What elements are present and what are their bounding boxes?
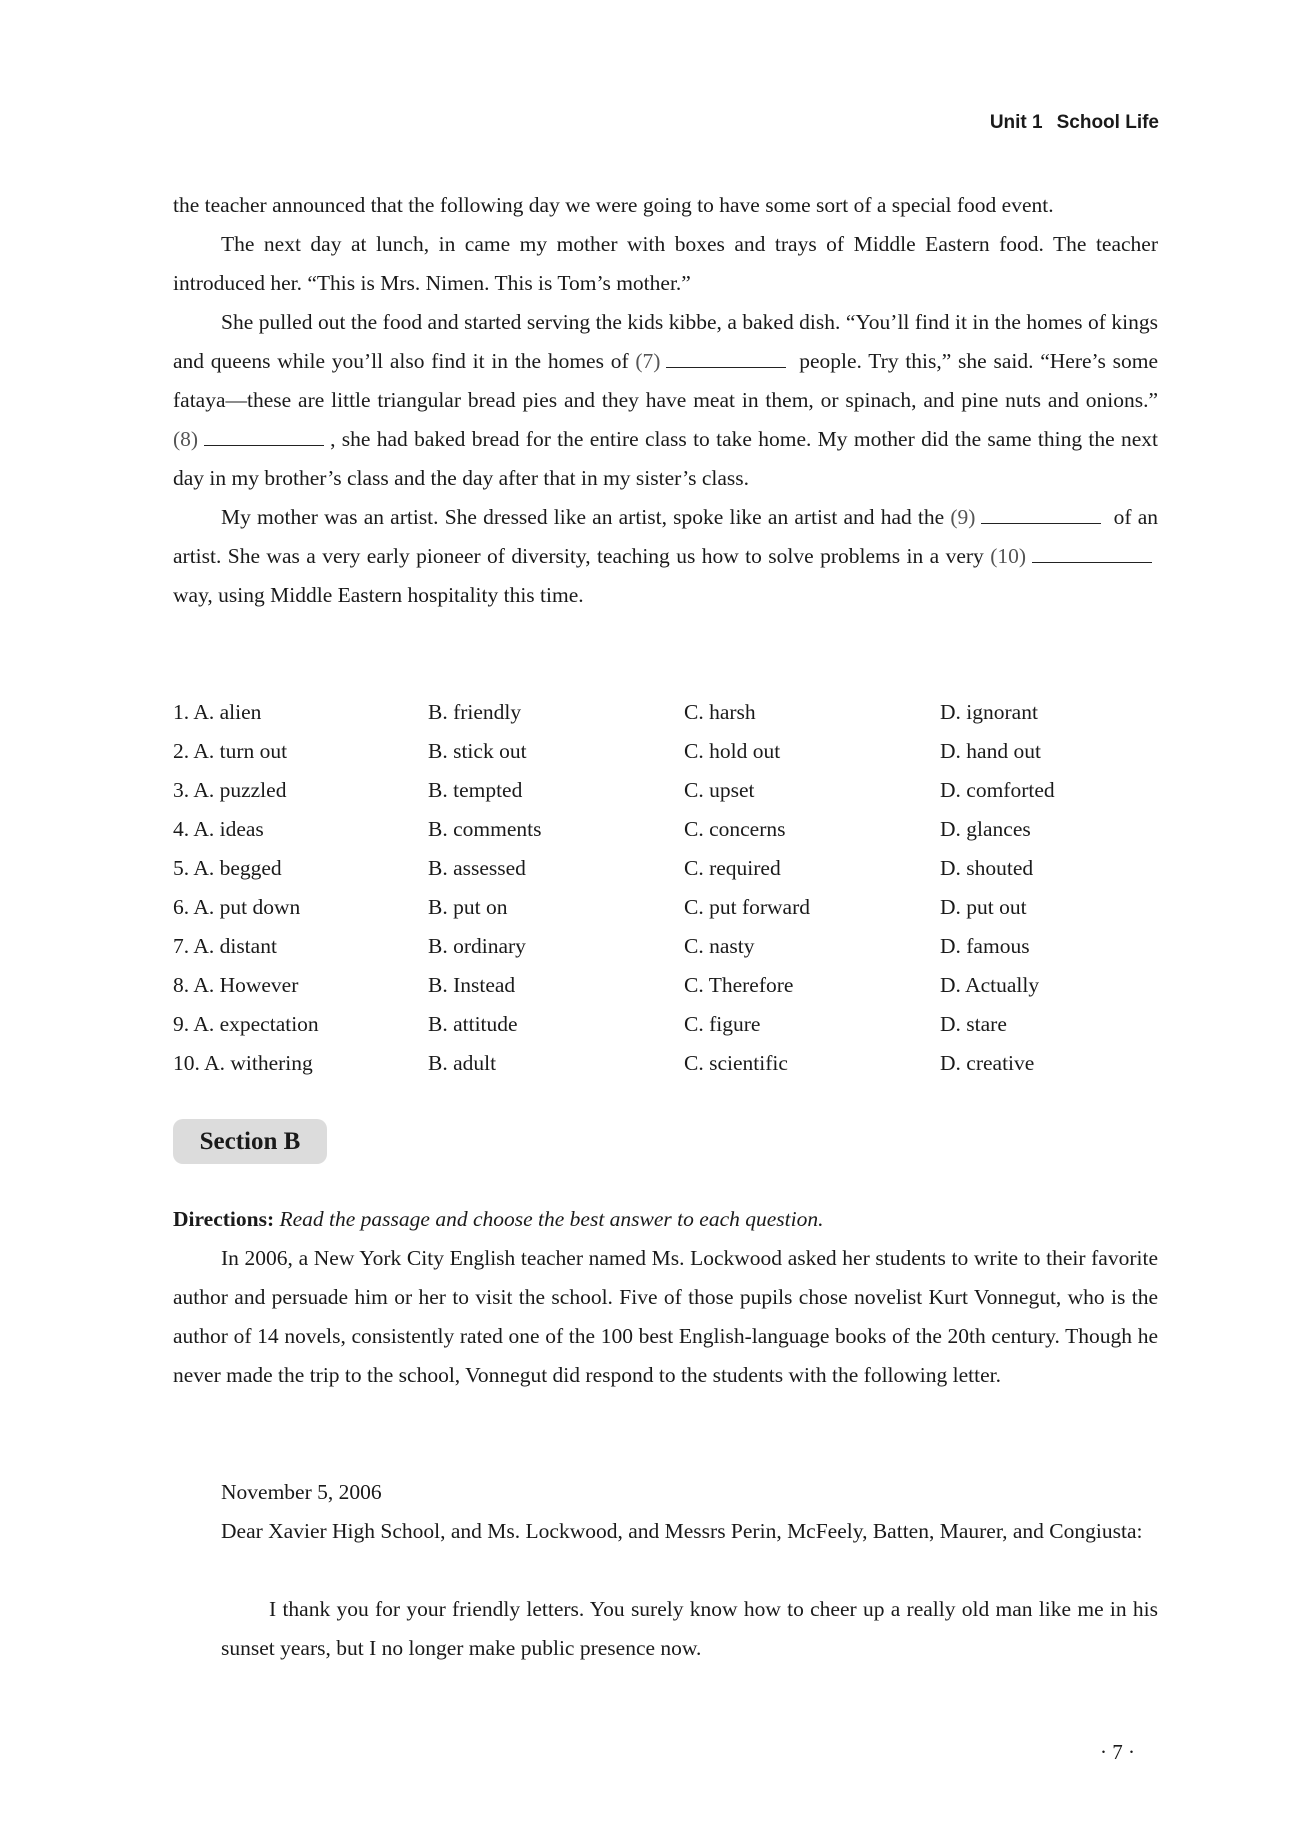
paragraph: the teacher announced that the following day we were going to have some sort of a special food event. [173, 193, 1054, 217]
option-c: C. nasty [684, 934, 755, 958]
option-row [173, 732, 1158, 771]
option-d: D. ignorant [940, 700, 1038, 724]
section-b-heading: Section B [173, 1119, 327, 1164]
option-b: B. stick out [428, 739, 527, 763]
blank-9 [981, 522, 1101, 524]
text: people. Try this,” she said. “Here’s some fataya—these are little triangular bread pies and they have meat in them, or spinach, and pine nuts and onions.” [173, 349, 1159, 412]
blank-number: (7) [635, 349, 661, 373]
option-b: B. friendly [428, 700, 522, 724]
text: way, using Middle Eastern hospitality this time. [173, 583, 584, 607]
option-row [173, 966, 1158, 1005]
option-d: D. famous [940, 934, 1030, 958]
letter-body: I thank you for your friendly letters. You surely know how to cheer up a really old man like me in his sunset years, but I no longer make public presence now. [221, 1597, 1158, 1660]
blank-number: (8) [173, 427, 199, 451]
directions [173, 1200, 1158, 1239]
blank-8 [204, 444, 324, 446]
option-a: 6. A. put down [173, 895, 301, 919]
directions-text: Read the passage and choose the best answer to each question. [279, 1207, 824, 1231]
option-c: C. required [684, 856, 781, 880]
letter-salutation: Dear Xavier High School, and Ms. Lockwood, and Messrs Perin, McFeely, Batten, Maurer, and Congiusta: [221, 1519, 1143, 1543]
option-a: 1. A. alien [173, 700, 262, 724]
option-b: B. assessed [428, 856, 526, 880]
blank-number: (10) [990, 544, 1027, 568]
option-b: B. put on [428, 895, 508, 919]
directions-label: Directions: [173, 1207, 275, 1231]
option-d: D. glances [940, 817, 1031, 841]
option-a: 9. A. expectation [173, 1012, 319, 1036]
section-b-text [173, 1200, 1158, 1395]
option-c: C. put forward [684, 895, 810, 919]
option-a: 10. A. withering [173, 1051, 313, 1075]
option-a: 7. A. distant [173, 934, 277, 958]
option-row [173, 1044, 1158, 1083]
option-b: B. tempted [428, 778, 523, 802]
option-d: D. hand out [940, 739, 1041, 763]
option-b: B. adult [428, 1051, 497, 1075]
option-c: C. figure [684, 1012, 761, 1036]
option-row [173, 810, 1158, 849]
blank-10 [1032, 561, 1152, 563]
option-d: D. creative [940, 1051, 1035, 1075]
option-c: C. upset [684, 778, 755, 802]
option-a: 2. A. turn out [173, 739, 288, 763]
option-b: B. attitude [428, 1012, 518, 1036]
option-a: 4. A. ideas [173, 817, 264, 841]
paragraph: The next day at lunch, in came my mother with boxes and trays of Middle Eastern food. The teacher introduced her. “This is Mrs. Nimen. This is Tom’s mother.” [173, 232, 1158, 295]
option-a: 8. A. However [173, 973, 299, 997]
option-b: B. Instead [428, 973, 516, 997]
letter [221, 1473, 1158, 1668]
option-b: B. ordinary [428, 934, 526, 958]
letter-date: November 5, 2006 [221, 1480, 382, 1504]
option-c: C. harsh [684, 700, 756, 724]
paragraph [173, 303, 1158, 498]
option-row [173, 771, 1158, 810]
option-d: D. comforted [940, 778, 1055, 802]
text: , she had baked bread for the entire class to take home. My mother did the same thing the next day in my brother’s class and the day after that in my sister’s class. [173, 427, 1158, 490]
option-row [173, 888, 1158, 927]
running-header [976, 112, 1159, 134]
option-d: D. put out [940, 895, 1027, 919]
option-c: C. concerns [684, 817, 786, 841]
option-c: C. Therefore [684, 973, 794, 997]
option-c: C. scientific [684, 1051, 788, 1075]
intro-paragraph: In 2006, a New York City English teacher named Ms. Lockwood asked her students to write to their favorite author and persuade him or her to visit the school. Five of those pupils chose novelist Kurt Vonnegut, who is the author of 14 novels, consistently rated one of the 100 best English-language books of the 20th century. Though he never made the trip to the school, Vonnegut did respond to the students with the following letter. [173, 1246, 1158, 1387]
blank-number: (9) [950, 505, 976, 529]
paragraph [173, 498, 1158, 615]
text: My mother was an artist. She dressed like an artist, spoke like an artist and had the [221, 505, 945, 529]
unit-title: School Life [1056, 112, 1159, 133]
unit-label: Unit 1 [989, 112, 1043, 133]
option-row [173, 849, 1158, 888]
text: She pulled out the food and started serving the kids kibbe, a baked dish. “You’ll find it in the homes of kings and queens while you’ll also find it in the homes of [173, 310, 1158, 373]
option-d: D. shouted [940, 856, 1034, 880]
option-a: 5. A. begged [173, 856, 282, 880]
option-d: D. stare [940, 1012, 1007, 1036]
option-a: 3. A. puzzled [173, 778, 287, 802]
option-b: B. comments [428, 817, 542, 841]
answer-options [173, 693, 1158, 1083]
option-row [173, 1005, 1158, 1044]
option-row [173, 693, 1158, 732]
blank-7 [666, 366, 786, 368]
passage [173, 186, 1158, 615]
text: of an artist. She was a very early pioneer of diversity, teaching us how to solve problems in a very [173, 505, 1158, 568]
option-row [173, 927, 1158, 966]
option-c: C. hold out [684, 739, 781, 763]
option-d: D. Actually [940, 973, 1040, 997]
page-number: · 7 · [1100, 1740, 1135, 1764]
